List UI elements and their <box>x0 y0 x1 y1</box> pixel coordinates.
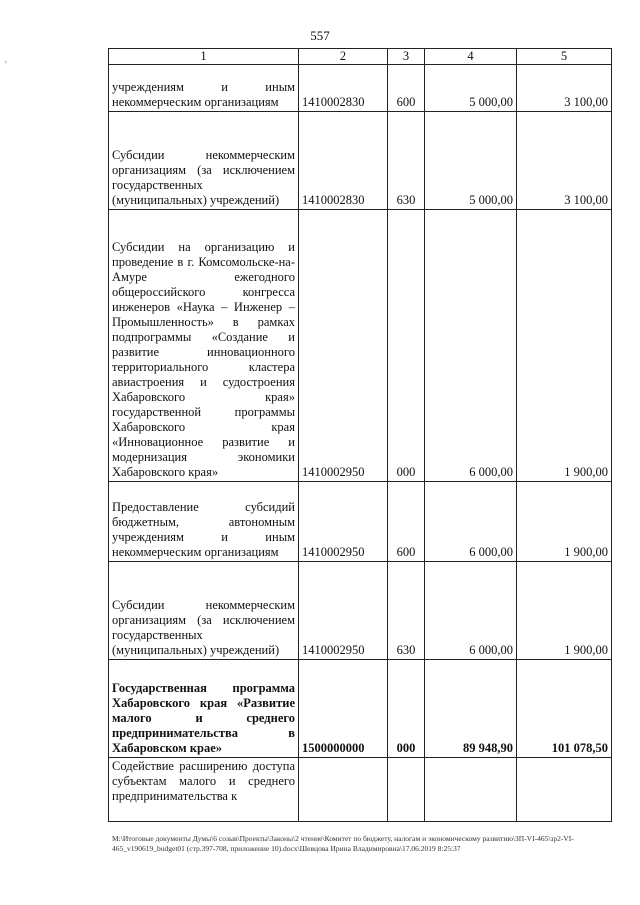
row-sum-2: 3 100,00 <box>517 112 612 210</box>
column-header: 2 <box>299 49 388 65</box>
row-target-code: 1410002830 <box>299 65 388 112</box>
row-sum-1: 89 948,90 <box>425 660 517 758</box>
row-description: Государственная программа Хабаровского края «Развитие малого и среднего предпринимательства в Хабаровском крае» <box>109 660 299 758</box>
row-description: Субсидии на организацию и проведение в г. Комсомольске-на-Амуре ежегодного общероссийского конгресса инженеров «Наука – Инженер – Промышленность» в рамках подпрограммы «Создание и развитие инновационного территориального кластера авиастроения и судостроения Хабаровского края» государственной программы Хабаровского края «Инновационное развитие и модернизация экономики Хабаровского края» <box>109 210 299 482</box>
row-target-code: 1410002830 <box>299 112 388 210</box>
row-sum-1: 6 000,00 <box>425 482 517 562</box>
table-row-program-total <box>109 660 612 758</box>
row-sum-2: 3 100,00 <box>517 65 612 112</box>
margin-mark: ' <box>5 60 7 71</box>
column-header: 1 <box>109 49 299 65</box>
table-row <box>109 758 612 822</box>
column-header: 3 <box>388 49 425 65</box>
row-sum-1: 5 000,00 <box>425 112 517 210</box>
row-sum-2: 1 900,00 <box>517 562 612 660</box>
column-header: 4 <box>425 49 517 65</box>
row-sum-1: 5 000,00 <box>425 65 517 112</box>
row-expense-type: 000 <box>388 210 425 482</box>
table-row <box>109 210 612 482</box>
row-sum-2: 1 900,00 <box>517 210 612 482</box>
row-sum-2: 1 900,00 <box>517 482 612 562</box>
table-row <box>109 65 612 112</box>
row-target-code: 1500000000 <box>299 660 388 758</box>
row-expense-type: 600 <box>388 482 425 562</box>
row-expense-type: 600 <box>388 65 425 112</box>
table-row <box>109 112 612 210</box>
table-header-row <box>109 49 612 65</box>
row-expense-type: 630 <box>388 112 425 210</box>
row-expense-type: 000 <box>388 660 425 758</box>
row-sum-2 <box>517 758 612 822</box>
row-target-code: 1410002950 <box>299 210 388 482</box>
document-path-footer: М:\Итоговые документы Думы\6 созыв\Проекты\Законы\2 чтение\Комитет по бюджету, налогам и экономическому развитию\ЗП-VI-465\зр2-VI-465_v190619_budget01 (стр.397-708, приложение 10).docx\Шевцова Ирина Владимировна\17.06.2019 8:25:37 <box>112 834 574 853</box>
row-sum-1: 6 000,00 <box>425 210 517 482</box>
row-description: Предоставление субсидий бюджетным, автономным учреждениям и иным некоммерческим организациям <box>109 482 299 562</box>
row-description: Субсидии некоммерческим организациям (за исключением государственных (муниципальных) учреждений) <box>109 112 299 210</box>
row-sum-1: 6 000,00 <box>425 562 517 660</box>
row-target-code: 1410002950 <box>299 482 388 562</box>
row-expense-type: 630 <box>388 562 425 660</box>
table-row <box>109 482 612 562</box>
row-target-code: 1410002950 <box>299 562 388 660</box>
row-sum-1 <box>425 758 517 822</box>
row-expense-type <box>388 758 425 822</box>
page-number: 557 <box>310 28 330 43</box>
budget-table <box>108 48 612 822</box>
column-header: 5 <box>517 49 612 65</box>
row-description: учреждениям и иным некоммерческим организациям <box>109 65 299 112</box>
row-description: Содействие расширению доступа субъектам малого и среднего предпринимательства к <box>109 758 299 822</box>
row-sum-2: 101 078,50 <box>517 660 612 758</box>
table-row <box>109 562 612 660</box>
row-target-code <box>299 758 388 822</box>
row-description: Субсидии некоммерческим организациям (за исключением государственных (муниципальных) учреждений) <box>109 562 299 660</box>
